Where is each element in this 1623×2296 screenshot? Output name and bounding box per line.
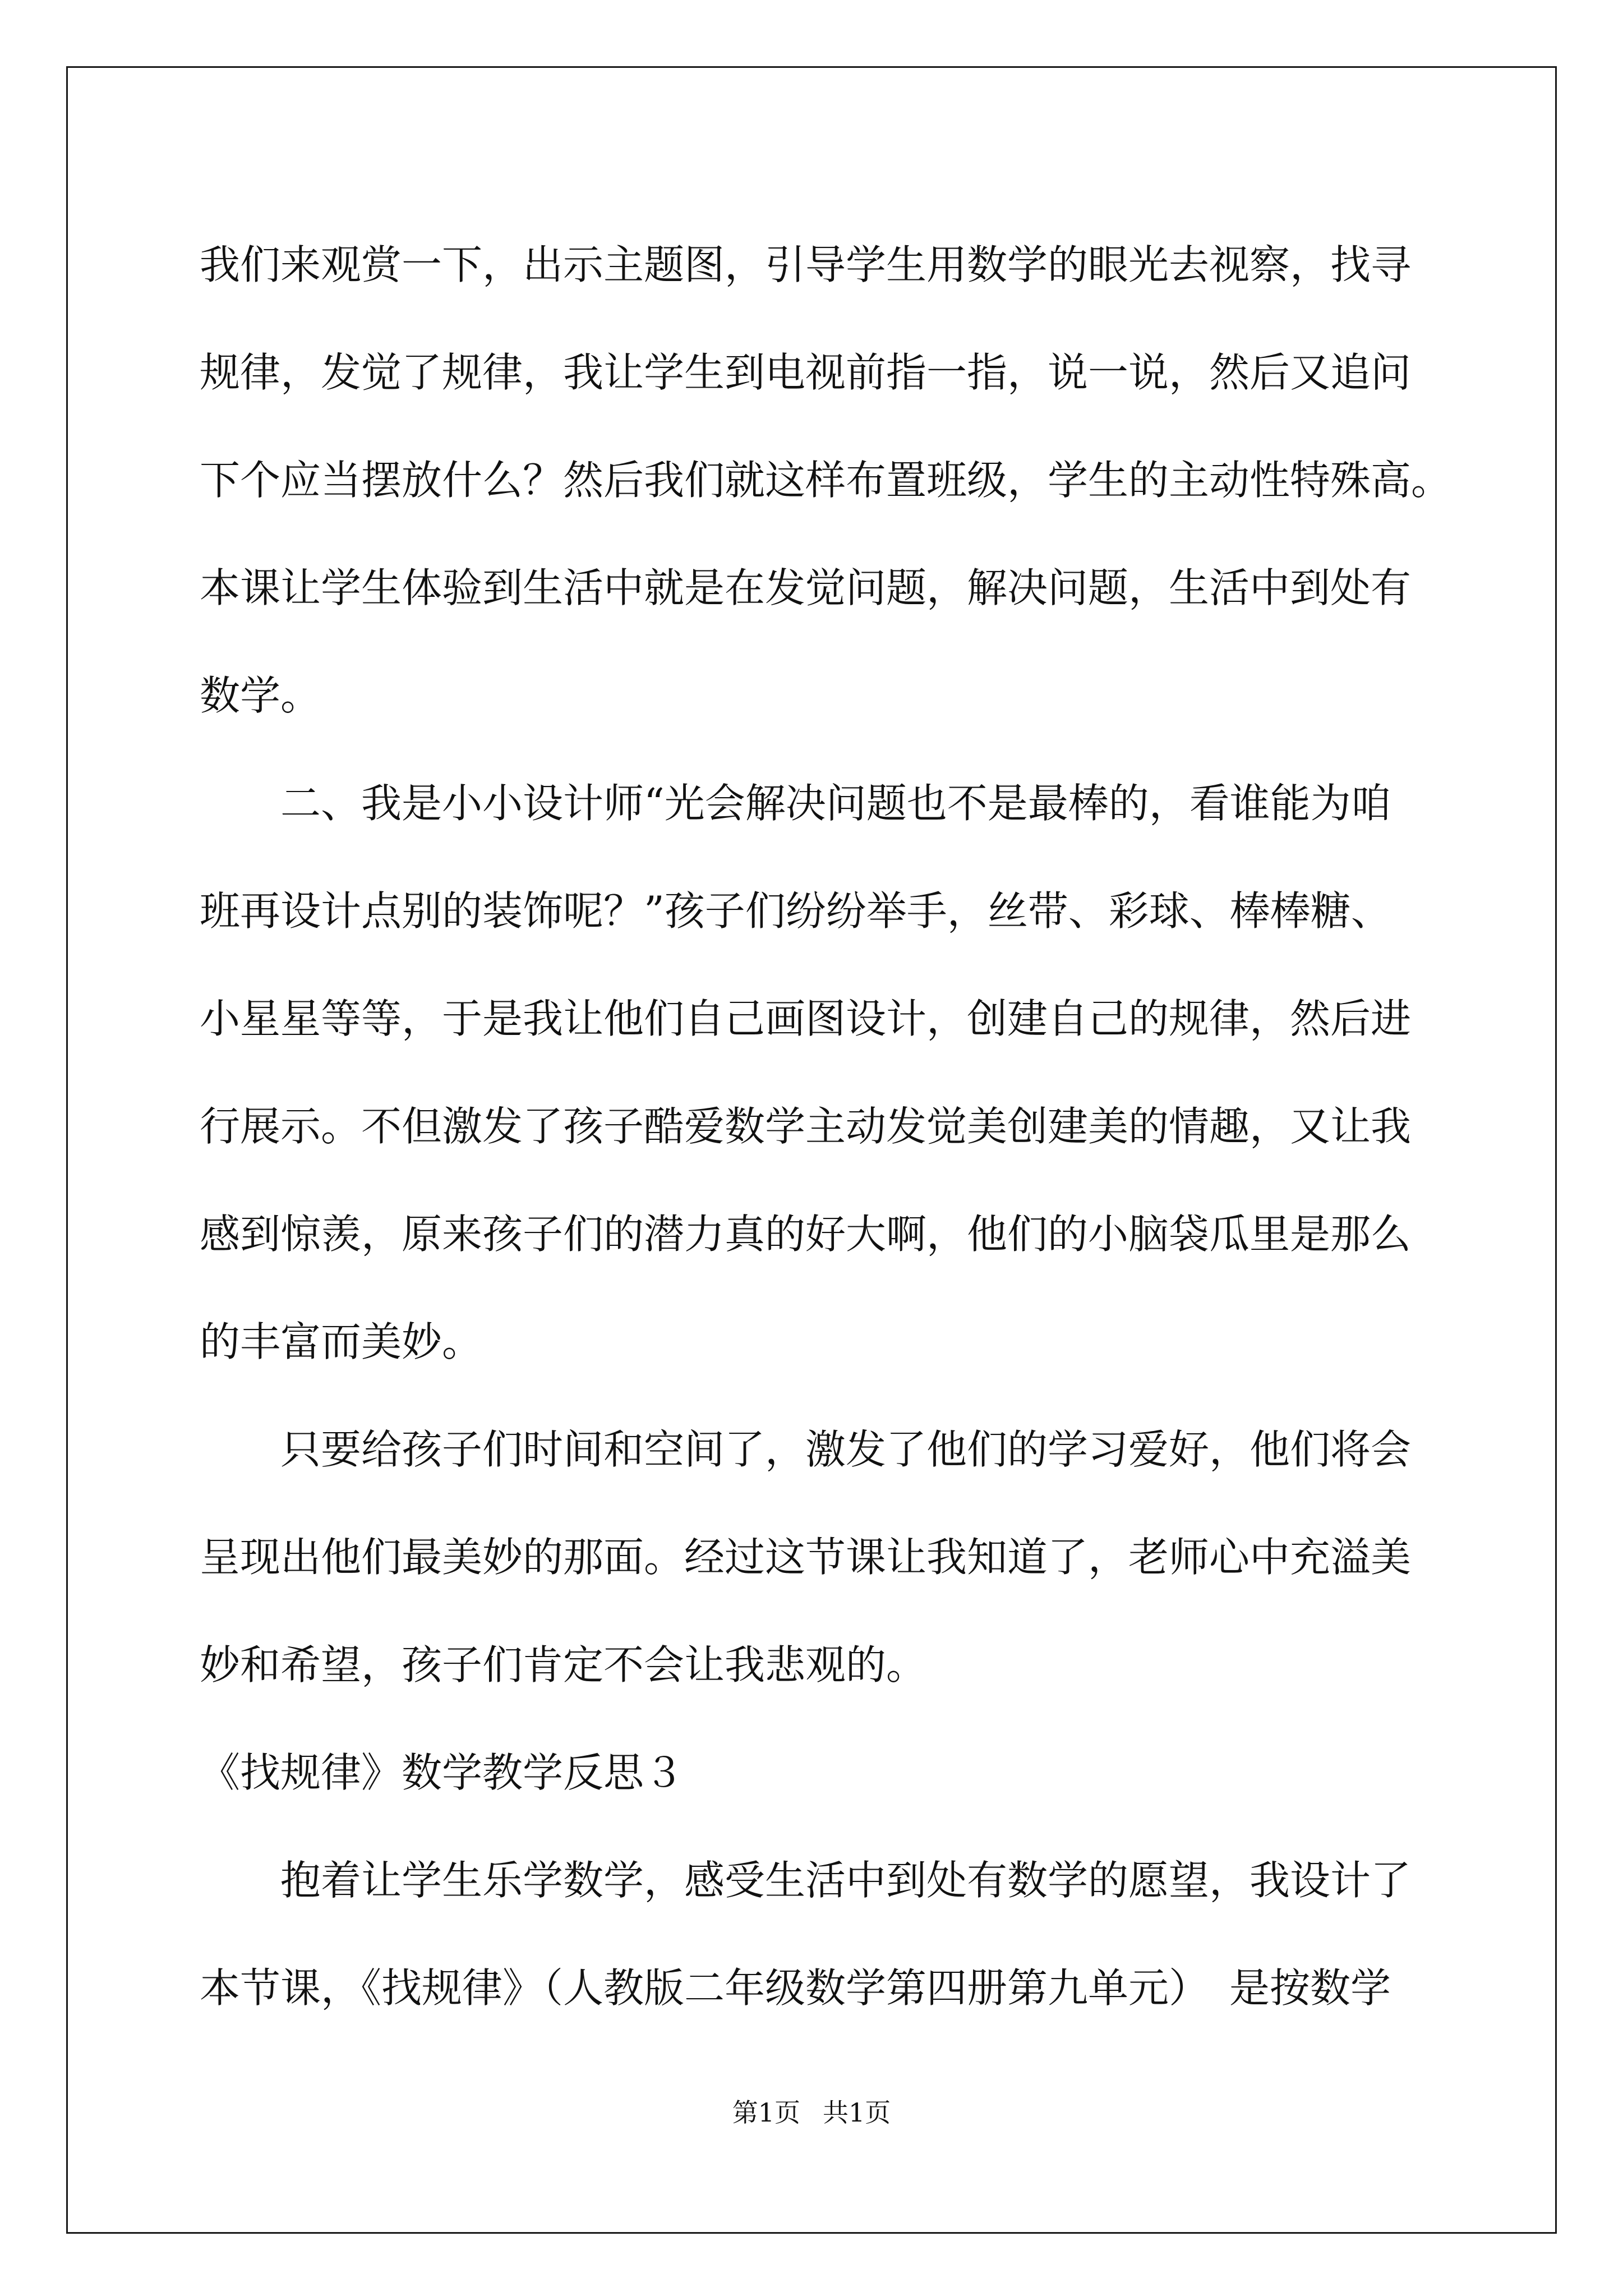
body-line: 感到惊羡，原来孩子们的潜力真的好大啊，他们的小脑袋瓜里是那么 bbox=[200, 1211, 1412, 1258]
body-line: 妙和希望，孩子们肯定不会让我悲观的。 bbox=[200, 1641, 927, 1688]
document-body bbox=[200, 211, 1452, 2042]
body-line: 本课让学生体验到生活中就是在发觉问题，解决问题，生活中到处有 bbox=[200, 564, 1412, 611]
body-line: 的丰富而美妙。 bbox=[200, 1318, 483, 1365]
body-line: 我们来观赏一下，出示主题图，引导学生用数学的眼光去视察，找寻 bbox=[200, 241, 1412, 288]
body-line: 行展示。不但激发了孩子酷爱数学主动发觉美创建美的情趣，又让我 bbox=[200, 1103, 1412, 1150]
body-line: 抱着让学生乐学数学，感受生活中到处有数学的愿望，我设计了 bbox=[280, 1857, 1412, 1904]
body-line: 下个应当摆放什么？然后我们就这样布置班级，学生的主动性特殊高。 bbox=[200, 457, 1452, 504]
page-number: 第1页 bbox=[732, 2097, 800, 2128]
body-line: 只要给孩子们时间和空间了，激发了他们的学习爱好，他们将会 bbox=[280, 1426, 1412, 1473]
page-total: 共1页 bbox=[823, 2097, 891, 2128]
page-footer bbox=[0, 2092, 1623, 2129]
section-heading: 《找规律》数学教学反思３ bbox=[200, 1749, 685, 1796]
body-line: 二、我是小小设计师“光会解决问题也不是最棒的，看谁能为咱 bbox=[280, 780, 1391, 827]
body-line: 小星星等等，于是我让他们自己画图设计，创建自己的规律，然后进 bbox=[200, 995, 1412, 1042]
body-line: 本节课，《找规律》（人教版二年级数学第四册第九单元） 是按数学 bbox=[200, 1964, 1391, 2012]
body-line: 数学。 bbox=[200, 672, 321, 719]
body-line: 班再设计点别的装饰呢？”孩子们纷纷举手，丝带、彩球、棒棒糖、 bbox=[200, 887, 1391, 935]
body-line: 呈现出他们最美妙的那面。经过这节课让我知道了，老师心中充溢美 bbox=[200, 1534, 1412, 1581]
body-line: 规律，发觉了规律，我让学生到电视前指一指，说一说，然后又追问 bbox=[200, 349, 1412, 396]
